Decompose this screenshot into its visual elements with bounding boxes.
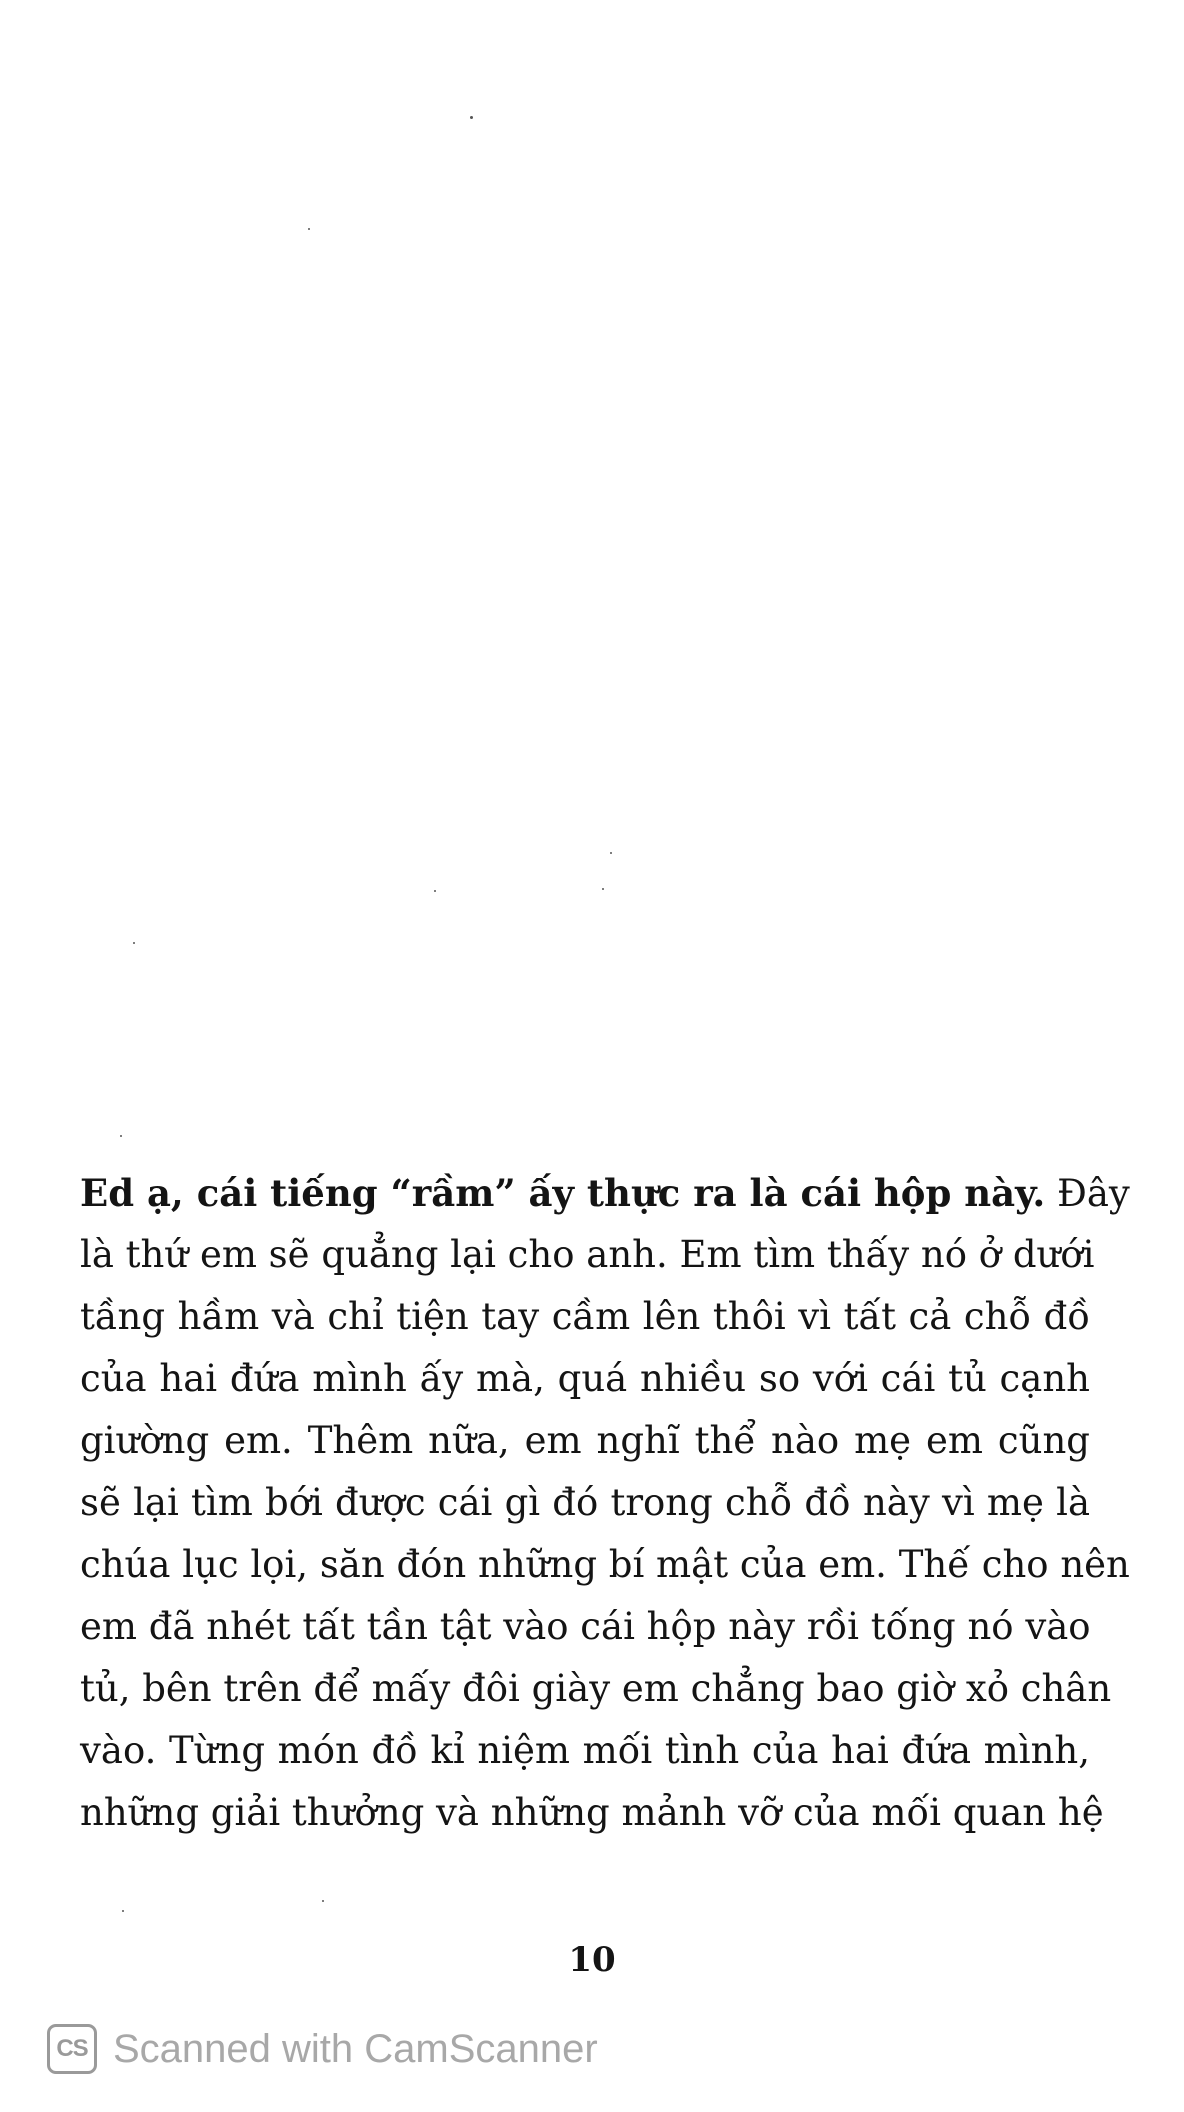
scan-speck — [120, 1135, 122, 1137]
text-line: sẽ lại tìm bới được cái gì đó trong chỗ đồ này vì mẹ là — [80, 1481, 1090, 1524]
scan-speck — [308, 228, 310, 230]
scan-speck — [470, 116, 473, 119]
scan-speck — [133, 942, 135, 944]
text-line: là thứ em sẽ quẳng lại cho anh. Em tìm thấy nó ở dưới — [80, 1233, 1095, 1276]
scan-speck — [434, 890, 436, 892]
scan-speck — [610, 852, 612, 854]
text-line: tủ, bên trên để mấy đôi giày em chẳng bao giờ xỏ chân — [80, 1667, 1112, 1710]
body-paragraph — [80, 1162, 1130, 1844]
text-line: của hai đứa mình ấy mà, quá nhiều so với cái tủ cạnh — [80, 1357, 1090, 1400]
text-line: những giải thưởng và những mảnh vỡ của mối quan hệ — [80, 1791, 1104, 1834]
bold-lead-sentence: Ed ạ, cái tiếng “rầm” ấy thực ra là cái hộp này. — [80, 1171, 1046, 1215]
camscanner-watermark — [47, 2021, 598, 2077]
text-line: chúa lục lọi, săn đón những bí mật của em. Thế cho nên — [80, 1543, 1130, 1586]
text-line: em đã nhét tất tần tật vào cái hộp này rồi tống nó vào — [80, 1605, 1091, 1648]
watermark-text: Scanned with CamScanner — [113, 2026, 598, 2071]
scan-speck — [122, 1910, 124, 1912]
page-number: 10 — [568, 1940, 616, 1980]
text-line: tầng hầm và chỉ tiện tay cầm lên thôi vì tất cả chỗ đồ — [80, 1295, 1090, 1338]
scan-speck — [602, 888, 604, 890]
text-line: vào. Từng món đồ kỉ niệm mối tình của hai đứa mình, — [80, 1729, 1090, 1772]
text-line: giường em. Thêm nữa, em nghĩ thể nào mẹ em cũng — [80, 1419, 1090, 1462]
camscanner-logo-icon: CS — [47, 2024, 97, 2074]
scan-speck — [322, 1900, 324, 1902]
text-line: Ed ạ, cái tiếng “rầm” ấy thực ra là cái hộp này. Đây — [80, 1171, 1130, 1215]
